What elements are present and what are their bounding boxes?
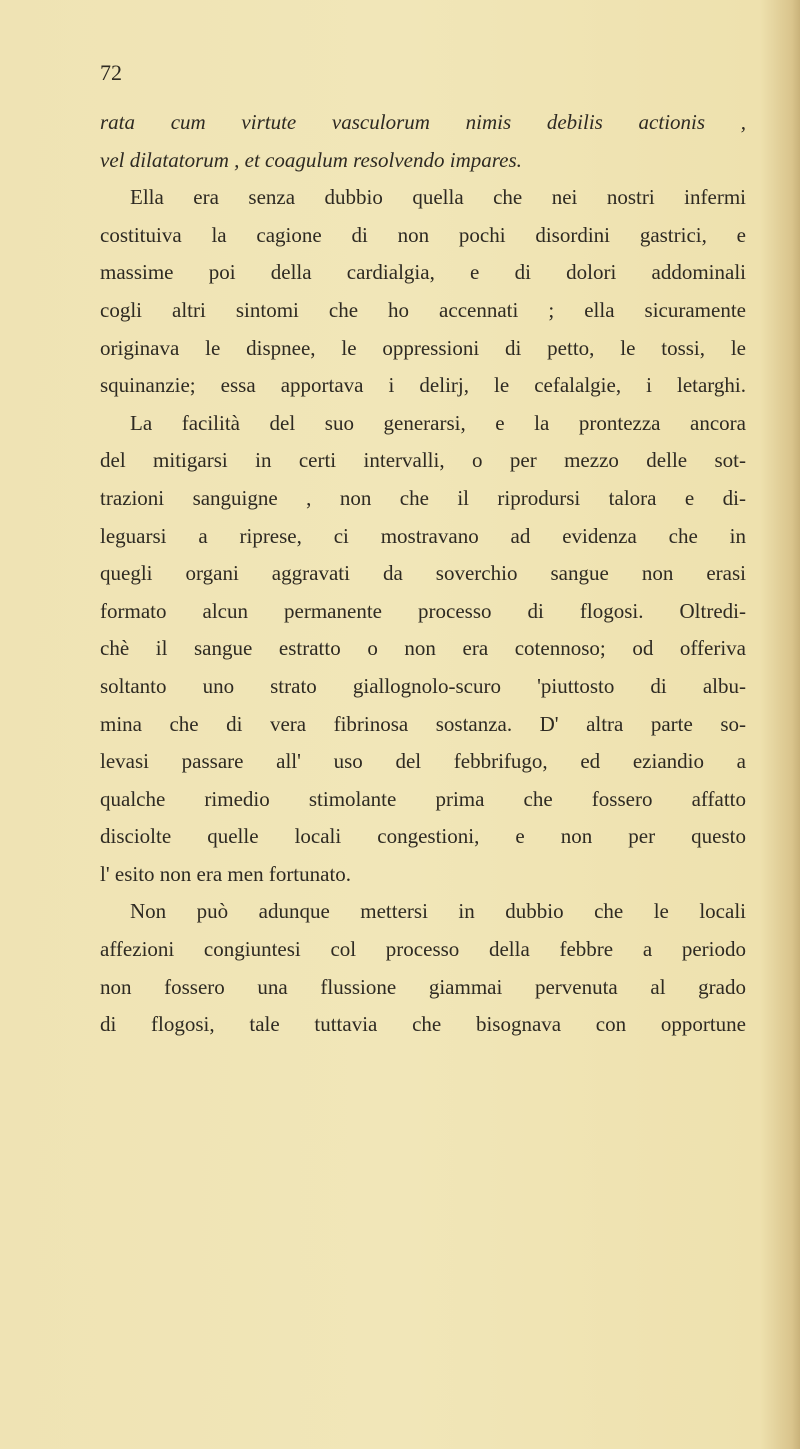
text-line: cogli altri sintomi che ho accennati ; ella sicuramente [100, 297, 746, 322]
text-line: massime poi della cardialgia, e di dolori addominali [100, 260, 746, 285]
text-line: leguarsi a riprese, ci mostravano ad evidenza che in [100, 523, 746, 548]
text-line: di flogosi, tale tuttavia che bisognava con opportune [100, 1012, 746, 1037]
text-line: La facilità del suo generarsi, e la prontezza ancora [130, 410, 746, 435]
text-line: formato alcun permanente processo di flogosi. Oltredi- [100, 598, 746, 623]
text-line: trazioni sanguigne , non che il riprodursi talora e di- [100, 485, 746, 510]
text-line: quegli organi aggravati da soverchio sangue non erasi [100, 561, 746, 586]
text-line: Ella era senza dubbio quella che nei nostri infermi [130, 185, 746, 210]
text-line: disciolte quelle locali congestioni, e non per questo [100, 824, 746, 849]
text-line: del mitigarsi in certi intervalli, o per mezzo delle sot- [100, 448, 746, 473]
text-line: Non può adunque mettersi in dubbio che le locali [130, 899, 746, 924]
text-line: l' esito non era men fortunato. [100, 861, 352, 886]
text-line: levasi passare all' uso del febbrifugo, ed eziandio a [100, 749, 746, 774]
text-line: mina che di vera fibrinosa sostanza. D' altra parte so- [100, 711, 746, 736]
text-line: rata cum virtute vasculorum nimis debilis actionis , [100, 110, 746, 134]
text-line: affezioni congiuntesi col processo della febbre a periodo [100, 937, 746, 962]
text-line: vel dilatatorum , et coagulum resolvendo impares. [100, 147, 522, 172]
page-number: 72 [100, 60, 122, 85]
text-line: qualche rimedio stimolante prima che fossero affatto [100, 786, 746, 811]
text-line: squinanzie; essa apportava i delirj, le cefalalgie, i letarghi. [100, 373, 746, 398]
body-text [100, 104, 746, 1044]
text-line: originava le dispnee, le oppressioni di petto, le tossi, le [100, 335, 746, 360]
text-line: soltanto uno strato giallognolo-scuro 'piuttosto di albu- [100, 673, 746, 698]
text-line: non fossero una flussione giammai pervenuta al grado [100, 974, 746, 999]
text-line: chè il sangue estratto o non era cotennoso; od offeriva [100, 636, 746, 661]
text-line: costituiva la cagione di non pochi disordini gastrici, e [100, 222, 746, 247]
